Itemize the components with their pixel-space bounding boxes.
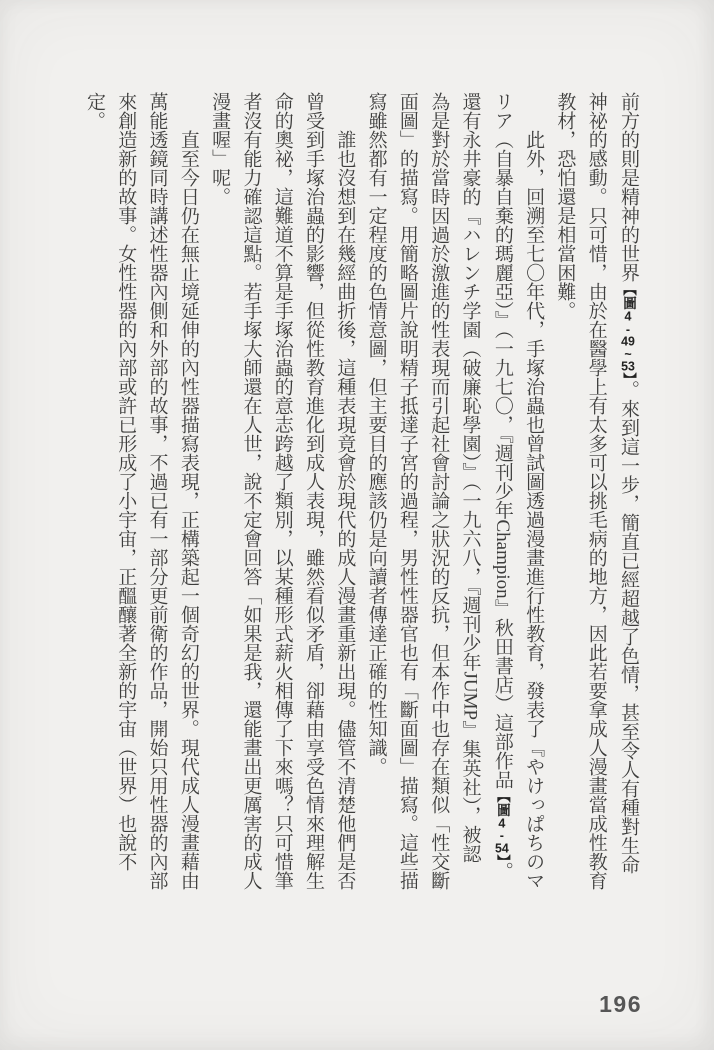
text-column: 定。 bbox=[83, 92, 105, 130]
column-text: リア（自暴自棄的瑪麗亞）』（一九七〇，『週刊少年Champion』秋田書店）這部作品 bbox=[491, 92, 513, 789]
figref-number: 53 bbox=[621, 360, 635, 373]
figref-number: 4 bbox=[498, 816, 506, 830]
text-column: 者沒有能力確認這點。若手塚大師還在人世，說不定會回答「如果是我，還能畫出更厲害的成人 bbox=[240, 92, 262, 890]
text-column: 直至今日仍在無止境延伸的內性器描寫表現，正構築起一個奇幻的世界。現代成人漫畫藉由 bbox=[177, 130, 199, 890]
text-column: 萬能透鏡同時講述性器內側和外部的故事，不過已有一部分更前衛的作品，開始只用性器的內部 bbox=[146, 92, 168, 890]
column-text: 。來到這一步，簡直已經超越了色情，甚至令人有種對生命 bbox=[618, 379, 639, 874]
text-column bbox=[486, 92, 518, 940]
figref-close-bracket: 】 bbox=[621, 372, 636, 380]
text-column bbox=[612, 92, 644, 940]
text-column: 面圖」的描寫。用簡略圖片說明精子抵達子宮的過程，男性性器官也有「斷面圖」描寫。這些描 bbox=[396, 92, 418, 890]
figref-close-bracket: 】 bbox=[494, 854, 510, 862]
text-column: 教材，恐怕還是相當困難。 bbox=[554, 92, 576, 320]
text-column: 曾受到手塚治蟲的影響，但從性教育進化到成人表現，雖然看似矛盾，卻藉由享受色情來理解生 bbox=[303, 92, 325, 890]
figref-open-bracket: 【 bbox=[621, 282, 636, 296]
text-column: 為是對於當時因過於激進的性表現而引起社會討論之狀況的反抗，但本作中也存在類似「性交斷 bbox=[428, 92, 450, 890]
text-column: 此外，回溯至七〇年代，手塚治蟲也曾試圖透過漫畫進行性教育，發表了『やけっぱちのマ bbox=[523, 130, 545, 890]
text-column: 寫雖然都有一定程度的色情意圖，但主要目的應該仍是向讀者傳達正確的性知識。 bbox=[365, 92, 387, 776]
figref-number: 54 bbox=[494, 841, 509, 855]
figure-ref-4-54 bbox=[495, 789, 510, 862]
text-column: 神祕的感動。只可惜，由於在醫學上有太多可以挑毛病的地方，因此若要拿成人漫畫當成性教育 bbox=[585, 92, 607, 890]
text-column: 命的奧祕，這難道不算是手塚治蟲的意志跨越了類別，以某種形式薪火相傳了下來嗎？只可惜筆 bbox=[271, 92, 293, 890]
text-column: 漫畫喔」呢。 bbox=[209, 92, 231, 206]
figref-number: 4 bbox=[624, 310, 632, 323]
figref-label: 圖 bbox=[494, 802, 510, 817]
figref-hyphen: - bbox=[499, 829, 504, 842]
figref-number: 49 bbox=[621, 335, 635, 348]
figref-hyphen: - bbox=[625, 322, 631, 335]
text-column: 還有永井豪的『ハレンチ学園（破廉恥學園）』（一九六八，『週刊少年JUMP』集英社），被認 bbox=[459, 92, 481, 863]
body-text-block bbox=[79, 92, 644, 940]
text-column: 誰也沒想到在幾經曲折後，這種表現竟會於現代的成人漫畫重新出現。儘管不清楚他們是否 bbox=[334, 130, 356, 890]
figure-ref-4-49-53 bbox=[621, 282, 636, 380]
figref-open-bracket: 【 bbox=[494, 788, 510, 803]
page-number: 196 bbox=[599, 991, 642, 1017]
text-column: 來創造新的故事。女性性器的內部或許已形成了小宇宙，正醞釀著全新的宇宙（世界）也說不 bbox=[115, 92, 137, 871]
figref-tilde: ~ bbox=[624, 347, 632, 360]
column-text: 。 bbox=[491, 861, 513, 881]
figref-label: 圖 bbox=[621, 296, 636, 310]
column-text: 前方的則是精神的世界 bbox=[618, 92, 639, 282]
